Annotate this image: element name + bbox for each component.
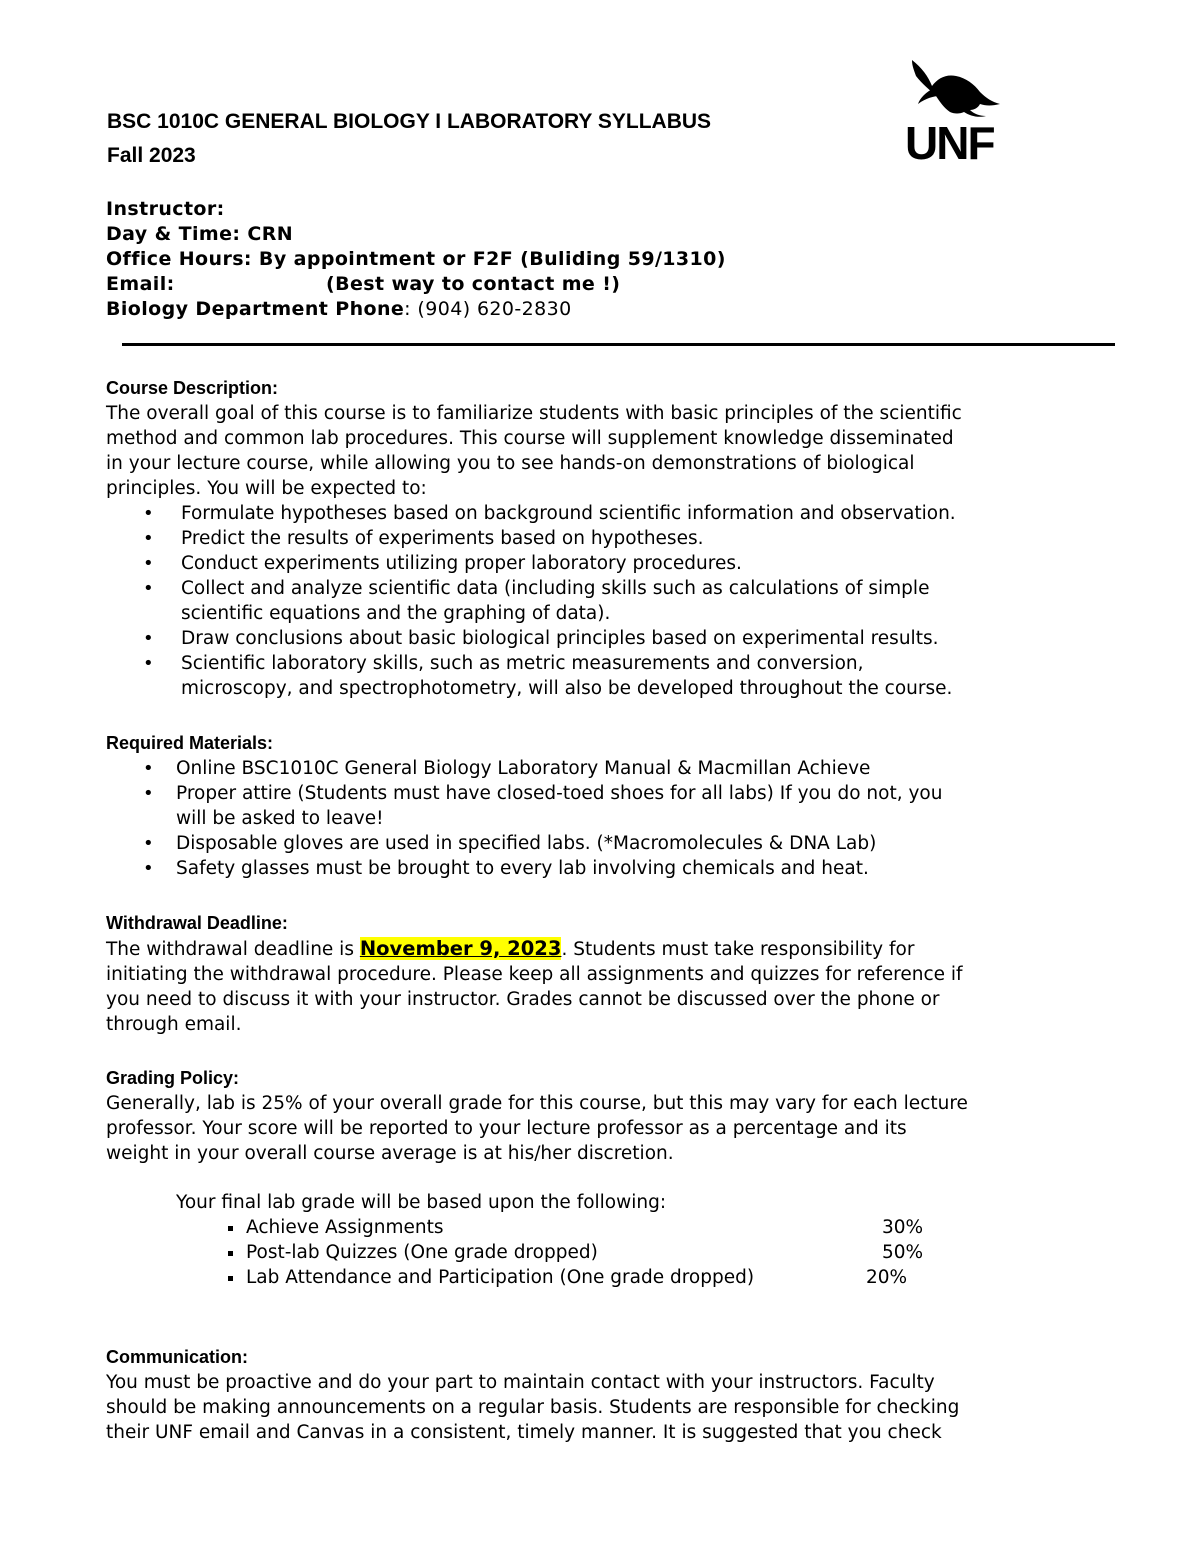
withdrawal-line: initiating the withdrawal procedure. Please keep all assignments and quizzes for reference if <box>106 964 963 985</box>
unf-logo-text: UNF <box>905 117 994 169</box>
course-description-line: principles. You will be expected to: <box>106 478 427 499</box>
grading-intro: Your final lab grade will be based upon the following: <box>176 1192 667 1213</box>
grading-line: weight in your overall course average is at his/her discretion. <box>106 1143 674 1164</box>
communication-line: You must be proactive and do your part to maintain contact with your instructors. Faculty <box>106 1372 935 1393</box>
grade-breakdown-list <box>106 1215 1116 1290</box>
grade-percent: 20% <box>866 1267 908 1288</box>
grading-line: professor. Your score will be reported to your lecture professor as a percentage and its <box>106 1118 907 1139</box>
withdrawal-heading: Withdrawal Deadline: <box>106 913 288 933</box>
communication-line: their UNF email and Canvas in a consistent, timely manner. It is suggested that you check <box>106 1422 942 1443</box>
required-materials-heading: Required Materials: <box>106 733 274 753</box>
objectives-list <box>106 501 1116 701</box>
withdrawal-line: through email. <box>106 1014 242 1035</box>
bullet-icon: • <box>143 783 154 804</box>
header-divider <box>122 343 1115 346</box>
square-bullet-icon <box>228 1276 233 1281</box>
document-title: BSC 1010C GENERAL BIOLOGY I LABORATORY SYLLABUS <box>107 110 712 133</box>
office-hours: Office Hours: By appointment or F2F (Buliding 59/1310) <box>106 248 726 270</box>
bullet-icon: • <box>143 528 154 549</box>
list-item: • Formulate hypotheses based on background scientific information and observation. <box>143 503 956 524</box>
email-note: (Best way to contact me !) <box>326 273 621 295</box>
email-label: Email: <box>106 273 175 295</box>
square-bullet-icon <box>228 1251 233 1256</box>
list-item: • Proper attire (Students must have closed-toed shoes for all labs) If you do not, you will be asked to leave! <box>143 783 943 829</box>
grading-line: Generally, lab is 25% of your overall grade for this course, but this may vary for each lecture <box>106 1093 968 1114</box>
course-description-line: method and common lab procedures. This course will supplement knowledge disseminated <box>106 428 954 449</box>
withdrawal-line: you need to discuss it with your instructor. Grades cannot be discussed over the phone or <box>106 989 940 1010</box>
communication-line: should be making announcements on a regular basis. Students are responsible for checking <box>106 1397 960 1418</box>
grade-item: Lab Attendance and Participation (One grade dropped) 20% <box>106 1265 1116 1290</box>
list-item: • Scientific laboratory skills, such as metric measurements and conversion, microscopy, and spectrophotometry, will also be developed throughout the course. <box>143 653 953 699</box>
list-item: • Predict the results of experiments based on hypotheses. <box>143 528 704 549</box>
list-item: • Online BSC1010C General Biology Laboratory Manual & Macmillan Achieve <box>143 758 871 779</box>
grade-item: Achieve Assignments 30% <box>106 1215 1116 1240</box>
document-term: Fall 2023 <box>107 144 196 167</box>
withdrawal-deadline-date: November 9, 2023 <box>359 937 562 960</box>
bullet-icon: • <box>143 578 154 599</box>
bullet-icon: • <box>143 758 154 779</box>
grade-percent: 50% <box>882 1242 924 1263</box>
list-item: • Safety glasses must be brought to every lab involving chemicals and heat. <box>143 858 869 879</box>
required-materials-section <box>106 731 1116 881</box>
course-description-line: The overall goal of this course is to familiarize students with basic principles of the scientific <box>106 403 962 424</box>
phone-value: : (904) 620-2830 <box>404 298 572 320</box>
list-item: • Draw conclusions about basic biological principles based on experimental results. <box>143 628 939 649</box>
square-bullet-icon <box>228 1226 233 1231</box>
course-description-heading: Course Description: <box>106 378 279 398</box>
grade-item: Post-lab Quizzes (One grade dropped) 50% <box>106 1240 1116 1265</box>
bullet-icon: • <box>143 858 154 879</box>
communication-section <box>106 1345 1116 1445</box>
phone-line <box>106 298 572 320</box>
grading-section <box>106 1066 1116 1290</box>
phone-label: Biology Department Phone <box>106 298 405 320</box>
withdrawal-line-1: The withdrawal deadline is November 9, 2023. Students must take responsibility for <box>106 937 915 960</box>
grading-heading: Grading Policy: <box>106 1068 240 1088</box>
bullet-icon: • <box>143 833 154 854</box>
course-description-line: in your lecture course, while allowing you to see hands-on demonstrations of biological <box>106 453 915 474</box>
grade-percent: 30% <box>882 1217 924 1238</box>
list-item: • Conduct experiments utilizing proper laboratory procedures. <box>143 553 742 574</box>
list-item: • Collect and analyze scientific data (including skills such as calculations of simple scientific equations and the graphing of data). <box>143 578 930 624</box>
instructor-label: Instructor: <box>106 198 225 220</box>
bullet-icon: • <box>143 503 154 524</box>
withdrawal-section <box>106 911 1116 1037</box>
day-time: Day & Time: CRN <box>106 223 294 245</box>
bullet-icon: • <box>143 628 154 649</box>
bullet-icon: • <box>143 553 154 574</box>
materials-list <box>106 756 1116 881</box>
bullet-icon: • <box>143 653 154 674</box>
communication-heading: Communication: <box>106 1347 248 1367</box>
list-item: • Disposable gloves are used in specified labs. (*Macromolecules & DNA Lab) <box>143 833 877 854</box>
course-description-section <box>106 376 1116 701</box>
